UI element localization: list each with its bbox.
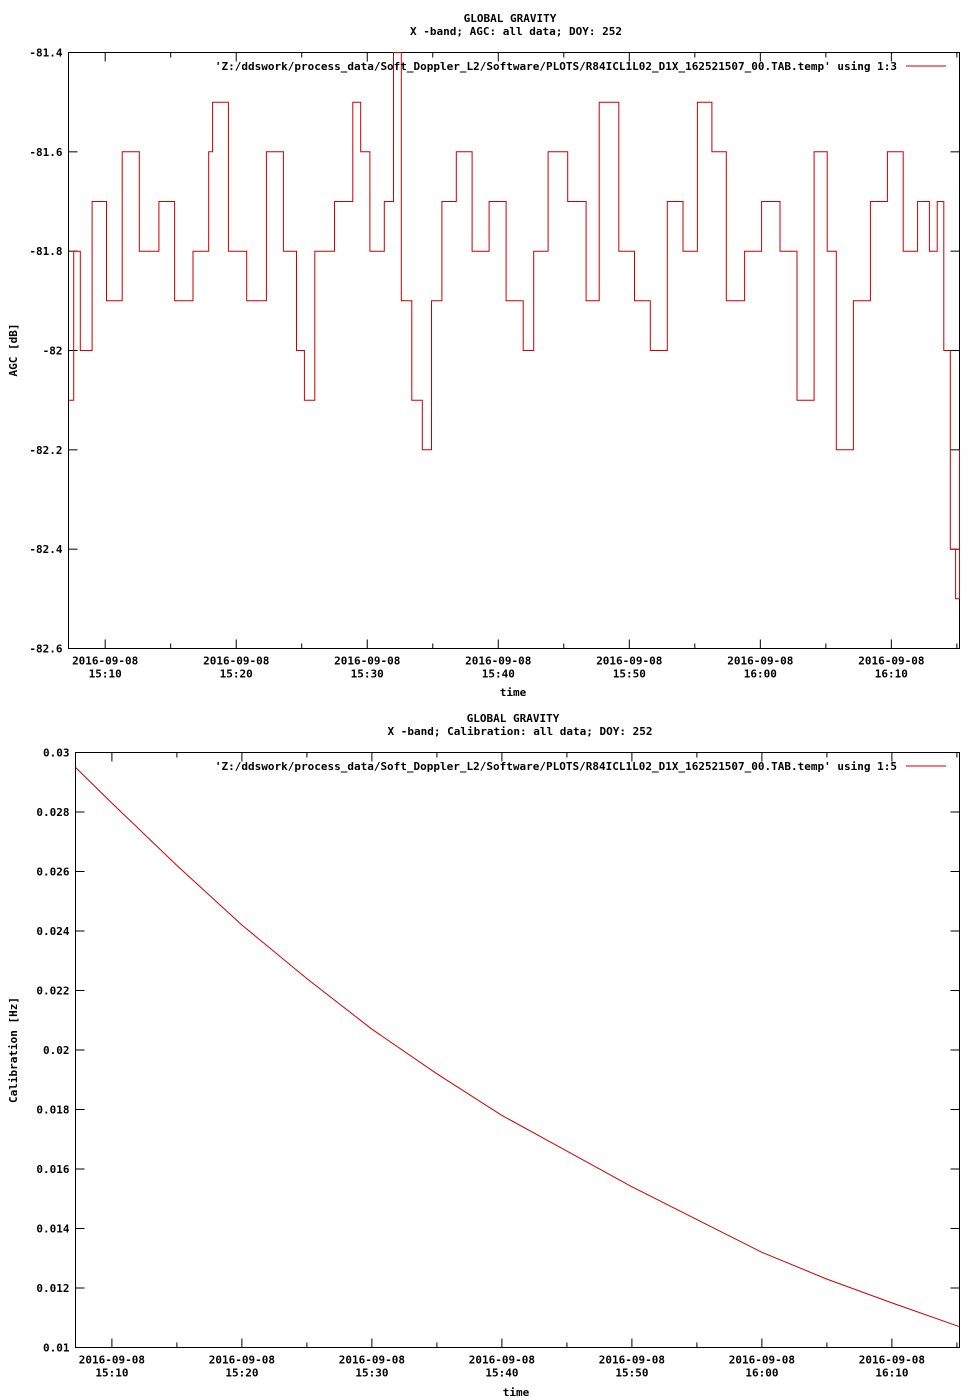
cal-y-tick-label: 0.01 — [43, 1341, 70, 1355]
cal-y-tick-label: 0.012 — [36, 1282, 70, 1295]
cal-x-tick-date: 2016-09-08 — [338, 1353, 406, 1367]
agc-series-group — [69, 53, 960, 599]
agc-x-tick-time: 15:40 — [481, 667, 515, 681]
cal-y-tick-label: 0.02 — [43, 1044, 70, 1057]
agc-x-tick-date: 2016-09-08 — [596, 654, 663, 668]
cal-x-tick-time: 15:30 — [355, 1366, 389, 1380]
cal-y-tick-label: 0.024 — [36, 925, 70, 938]
cal-y-tick-label: 0.014 — [36, 1222, 70, 1236]
cal-series-line — [76, 767, 960, 1326]
cal-x-axis-label: time — [502, 1386, 530, 1399]
agc-y-tick-label: -82.2 — [29, 443, 63, 457]
agc-x-tick-time: 15:30 — [350, 667, 384, 681]
agc-x-axis-label: time — [499, 686, 527, 699]
agc-x-tick-date: 2016-09-08 — [727, 654, 794, 668]
cal-x-tick-date: 2016-09-08 — [598, 1353, 666, 1367]
cal-x-tick-time: 16:00 — [745, 1366, 779, 1380]
agc-x-tick-date: 2016-09-08 — [203, 654, 270, 668]
agc-x-axis — [72, 53, 957, 681]
cal-chart-subtitle: X -band; Calibration: all data; DOY: 252 — [387, 725, 653, 738]
agc-x-tick-date: 2016-09-08 — [858, 654, 925, 668]
cal-x-tick-date: 2016-09-08 — [858, 1353, 926, 1367]
cal-legend-label: 'Z:/ddswork/process_data/Soft_Doppler_L2/Software/PLOTS/R84ICL1L02_D1X_162521507_00.TAB.temp' using 1:5 — [214, 760, 897, 773]
agc-x-tick-time: 16:10 — [874, 667, 908, 681]
agc-chart-title: GLOBAL GRAVITY — [463, 12, 557, 25]
agc-y-tick-label: -81.4 — [29, 46, 63, 60]
cal-x-tick-date: 2016-09-08 — [468, 1353, 536, 1367]
agc-x-tick-date: 2016-09-08 — [334, 654, 401, 668]
cal-chart-title: GLOBAL GRAVITY — [466, 712, 560, 725]
cal-y-axis — [36, 747, 959, 1355]
agc-legend-label: 'Z:/ddswork/process_data/Soft_Doppler_L2/Software/PLOTS/R84ICL1L02_D1X_162521507_00.TAB.temp' using 1:3 — [214, 60, 897, 73]
cal-plot-frame — [76, 753, 960, 1348]
agc-y-tick-label: -82.4 — [29, 543, 63, 557]
cal-x-tick-date: 2016-09-08 — [208, 1353, 276, 1367]
cal-x-tick-date: 2016-09-08 — [78, 1353, 146, 1367]
cal-x-tick-time: 15:40 — [485, 1366, 519, 1380]
cal-y-tick-label: 0.03 — [43, 746, 70, 760]
agc-chart-subtitle: X -band; AGC: all data; DOY: 252 — [410, 25, 622, 38]
cal-x-axis — [79, 753, 957, 1380]
agc-x-tick-date: 2016-09-08 — [72, 654, 139, 668]
cal-y-tick-label: 0.028 — [36, 806, 70, 819]
calibration-chart — [0, 700, 980, 1400]
agc-x-tick-time: 15:20 — [219, 667, 253, 681]
cal-y-tick-label: 0.026 — [36, 865, 70, 879]
cal-x-tick-date: 2016-09-08 — [728, 1353, 796, 1367]
agc-y-tick-label: -81.8 — [29, 245, 63, 259]
agc-x-tick-time: 16:00 — [743, 667, 777, 681]
agc-y-tick-label: -82.6 — [29, 642, 63, 656]
agc-x-tick-time: 15:10 — [88, 667, 122, 681]
agc-plot-frame — [69, 53, 960, 649]
agc-x-tick-time: 15:50 — [612, 667, 646, 681]
cal-x-tick-time: 15:50 — [615, 1366, 649, 1380]
cal-series-group — [76, 767, 960, 1326]
cal-y-axis-label: Calibration [Hz] — [7, 997, 20, 1103]
cal-x-tick-time: 16:10 — [875, 1366, 909, 1380]
agc-y-axis — [29, 47, 959, 656]
agc-y-tick-label: -81.6 — [29, 145, 63, 159]
cal-y-tick-label: 0.018 — [36, 1103, 70, 1117]
cal-y-tick-label: 0.022 — [36, 984, 70, 998]
cal-x-tick-time: 15:20 — [225, 1366, 259, 1380]
agc-y-axis-label: AGC [dB] — [7, 323, 20, 377]
agc-x-tick-date: 2016-09-08 — [465, 654, 532, 668]
agc-y-tick-label: -82 — [42, 344, 63, 358]
cal-y-tick-label: 0.016 — [36, 1163, 70, 1176]
cal-x-tick-time: 15:10 — [95, 1366, 129, 1380]
agc-series-line — [69, 53, 960, 599]
